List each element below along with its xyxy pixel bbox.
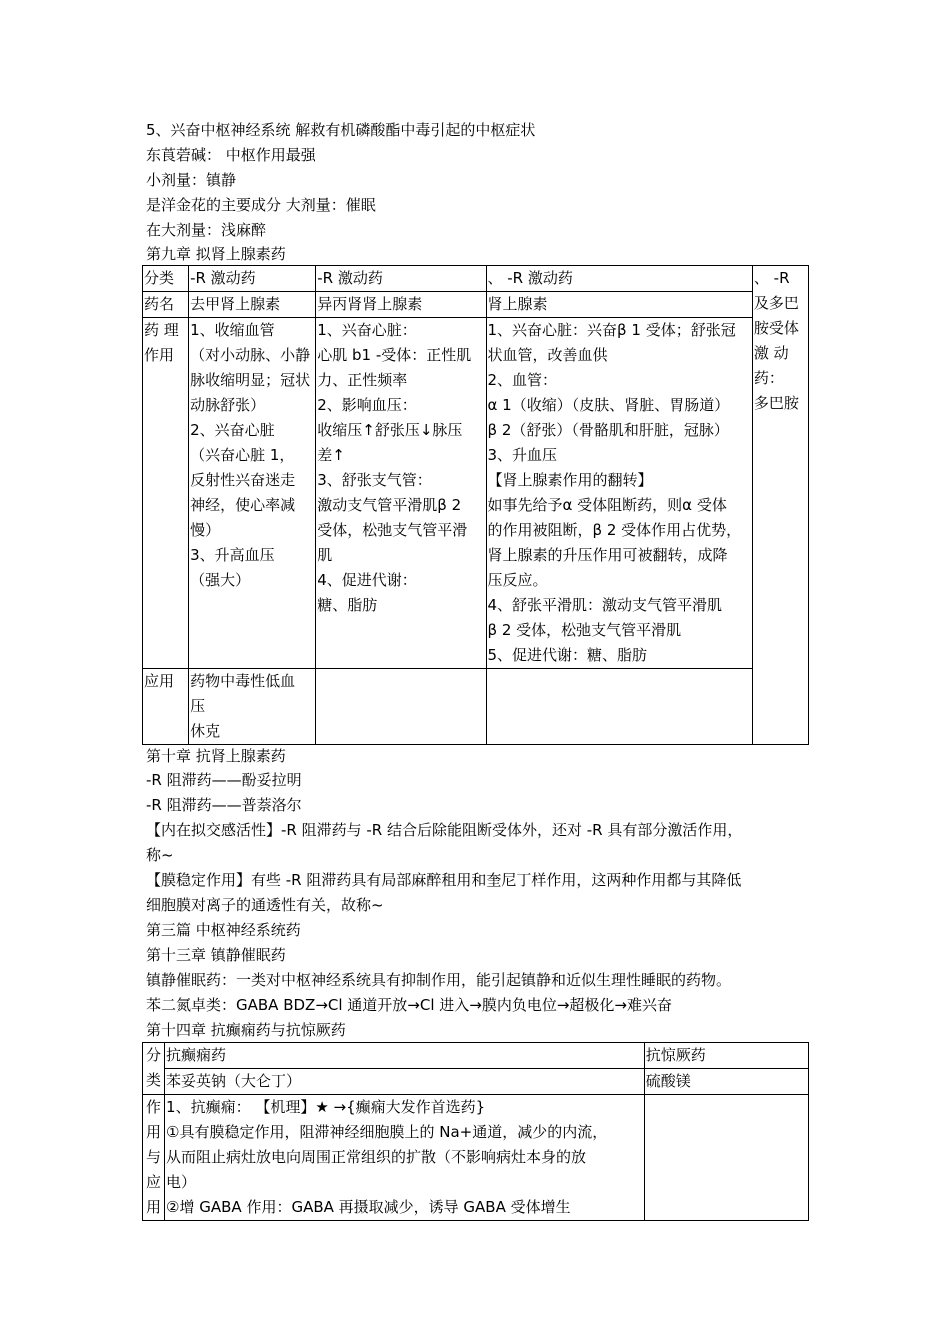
cell-line: 受体，松弛支气管平滑 — [317, 521, 468, 539]
text-line: 苯二氮卓类：GABA BDZ→Cl 通道开放→Cl 进入→膜内负电位→超极化→难兴奋 — [146, 996, 672, 1014]
cell-line: 差↑ — [317, 446, 345, 464]
isoproterenol-actions — [316, 318, 486, 669]
text-line: 细胞膜对离子的通透性有关，故称~ — [146, 896, 384, 914]
text-line: 镇静催眠药：一类对中枢神经系统具有抑制作用，能引起镇静和近似生理性睡眠的药物。 — [146, 971, 732, 989]
isoproterenol-application — [316, 669, 486, 745]
row-label-pharmacology — [143, 318, 189, 669]
cell-line: 分 — [146, 1046, 162, 1064]
cell-line: （强大） — [190, 571, 251, 589]
cell-line: 从而阻止病灶放电向周围正常组织的扩散（不影响病灶本身的放 — [166, 1148, 587, 1166]
cell-line: 休克 — [190, 722, 221, 740]
cell-line: 2、兴奋心脏 — [190, 421, 275, 439]
cell-line: 、 -R — [753, 269, 790, 287]
header-antiepileptic: 抗癫痫药 — [165, 1043, 645, 1069]
cell-line: 2、血管： — [487, 371, 558, 389]
cell-line: 4、促进代谢： — [317, 571, 417, 589]
cell-line: 2、影响血压： — [317, 396, 417, 414]
cell-line: 的作用被阻断，β 2 受体作用占优势， — [487, 521, 742, 539]
drug-norepinephrine: 去甲肾上腺素 — [189, 292, 316, 318]
cell-line: 1、兴奋心脏： — [317, 321, 417, 339]
row-label-category — [143, 1043, 165, 1095]
text-line: 5、兴奋中枢神经系统 解救有机磷酸酯中毒引起的中枢症状 — [146, 121, 536, 139]
epinephrine-application — [486, 669, 752, 745]
cell-line: 胺受体 — [753, 319, 799, 337]
text-line: 【内在拟交感活性】-R 阻滞药与 -R 结合后除能阻断受体外，还对 -R 具有部分激活作用， — [146, 821, 743, 839]
drug-phenytoin: 苯妥英钠（大仑丁） — [165, 1069, 645, 1095]
cell-line: 多巴胺 — [753, 394, 799, 412]
header-beta-agonist: -R 激动药 — [316, 266, 486, 292]
cell-line: 1、收缩血管 — [190, 321, 275, 339]
cell-line: 3、升高血压 — [190, 546, 275, 564]
cell-line: 4、舒张平滑肌：激动支气管平滑肌 — [487, 596, 723, 614]
cell-line: 压反应。 — [487, 571, 548, 589]
cell-line: 慢） — [190, 521, 221, 539]
header-alpha-agonist: -R 激动药 — [189, 266, 316, 292]
cell-line: 用 — [146, 1123, 162, 1141]
norepinephrine-application — [189, 669, 316, 745]
header-alpha-beta-agonist: 、 -R 激动药 — [486, 266, 752, 292]
epinephrine-actions — [486, 318, 752, 669]
cell-line: 压 — [190, 697, 206, 715]
cell-line: 药 理 — [144, 321, 179, 339]
cell-line: 如事先给予α 受体阻断药，则α 受体 — [487, 496, 727, 514]
cell-line: 药： — [753, 369, 784, 387]
row-label-application: 应用 — [143, 669, 189, 745]
cell-line: 力、正性频率 — [317, 371, 408, 389]
cell-line: 反射性兴奋迷走 — [190, 471, 296, 489]
text-line: 小剂量：镇静 — [146, 171, 237, 189]
chapter-heading: 第十章 抗肾上腺素药 — [146, 747, 286, 765]
cell-line: 应 — [146, 1173, 162, 1191]
cell-line: 肌 — [317, 546, 333, 564]
cell-line: 肾上腺素的升压作用可被翻转，成降 — [487, 546, 728, 564]
adrenergic-agonist-table — [142, 265, 809, 745]
cell-line: ①具有膜稳定作用，阻滞神经细胞膜上的 Na+通道，减少的内流， — [166, 1123, 608, 1141]
antiepileptic-table — [142, 1042, 809, 1221]
cell-line: 用 — [146, 1198, 162, 1216]
text-line: 称~ — [146, 846, 174, 864]
cell-line: 收缩压↑舒张压↓脉压 — [317, 421, 463, 439]
cell-line: β 2（舒张）（骨骼肌和肝脏，冠脉） — [487, 421, 729, 439]
cell-line: 及多巴 — [753, 294, 799, 312]
cell-line: （对小动脉、小静 — [190, 346, 311, 364]
cell-line: 3、升血压 — [487, 446, 558, 464]
cell-line: 神经，使心率减 — [190, 496, 296, 514]
text-line: 是洋金花的主要成分 大剂量：催眠 — [146, 196, 376, 214]
cell-line: 糖、脂肪 — [317, 596, 378, 614]
drug-epinephrine: 肾上腺素 — [486, 292, 752, 318]
cell-line: 激动支气管平滑肌β 2 — [317, 496, 462, 514]
cell-line: 状血管，改善血供 — [487, 346, 608, 364]
cell-line: 动脉舒张） — [190, 396, 266, 414]
cell-line: ②增 GABA 作用：GABA 再摄取减少，诱导 GABA 受体增生 — [166, 1198, 571, 1216]
cell-line: β 2 受体，松弛支气管平滑肌 — [487, 621, 682, 639]
header-anticonvulsant: 抗惊厥药 — [644, 1043, 808, 1069]
norepinephrine-actions — [189, 318, 316, 669]
chapter-heading: 第十三章 镇静催眠药 — [146, 946, 286, 964]
cell-line: 药物中毒性低血 — [190, 672, 296, 690]
cell-line: 类 — [146, 1071, 162, 1089]
cell-line: 作用 — [144, 346, 175, 364]
text-line: 东莨菪碱： 中枢作用最强 — [146, 146, 316, 164]
header-category: 分类 — [143, 266, 189, 292]
cell-line: 脉收缩明显；冠状 — [190, 371, 311, 389]
cell-line: α 1（收缩）（皮肤、肾脏、胃肠道） — [487, 396, 730, 414]
cell-line: （兴奋心脏 1， — [190, 446, 295, 464]
cell-line: 作 — [146, 1098, 162, 1116]
drug-magnesium-sulfate: 硫酸镁 — [644, 1069, 808, 1095]
row-label-drug-name: 药名 — [143, 292, 189, 318]
part-heading: 第三篇 中枢神经系统药 — [146, 921, 301, 939]
cell-line: 心肌 b1 -受体：正性肌 — [317, 346, 472, 364]
cell-line: 1、兴奋心脏：兴奋β 1 受体；舒张冠 — [487, 321, 736, 339]
drug-isoproterenol: 异丙肾肾上腺素 — [316, 292, 486, 318]
chapter-heading: 第九章 拟肾上腺素药 — [146, 245, 286, 263]
chapter-heading: 第十四章 抗癫痫药与抗惊厥药 — [146, 1021, 346, 1039]
phenytoin-actions — [165, 1095, 645, 1221]
text-line: -R 阻滞药——普萘洛尔 — [146, 796, 302, 814]
text-line: -R 阻滞药——酚妥拉明 — [146, 771, 302, 789]
cell-line: 电） — [166, 1173, 197, 1191]
cell-line: 激 动 — [753, 344, 789, 362]
magnesium-sulfate-actions — [644, 1095, 808, 1221]
text-line: 【膜稳定作用】有些 -R 阻滞药具有局部麻醉租用和奎尼丁样作用，这两种作用都与其降低 — [146, 871, 742, 889]
text-line: 在大剂量：浅麻醉 — [146, 221, 267, 239]
cell-line: 3、舒张支气管： — [317, 471, 432, 489]
cell-line: 【肾上腺素作用的翻转】 — [487, 471, 653, 489]
cell-line: 与 — [146, 1148, 162, 1166]
cell-line: 1、抗癫痫： 【机理】★ →{癫痫大发作首选药} — [166, 1098, 486, 1116]
header-dopamine-agonist — [752, 266, 808, 745]
row-label-action-application — [143, 1095, 165, 1221]
cell-line: 5、促进代谢：糖、脂肪 — [487, 646, 648, 664]
